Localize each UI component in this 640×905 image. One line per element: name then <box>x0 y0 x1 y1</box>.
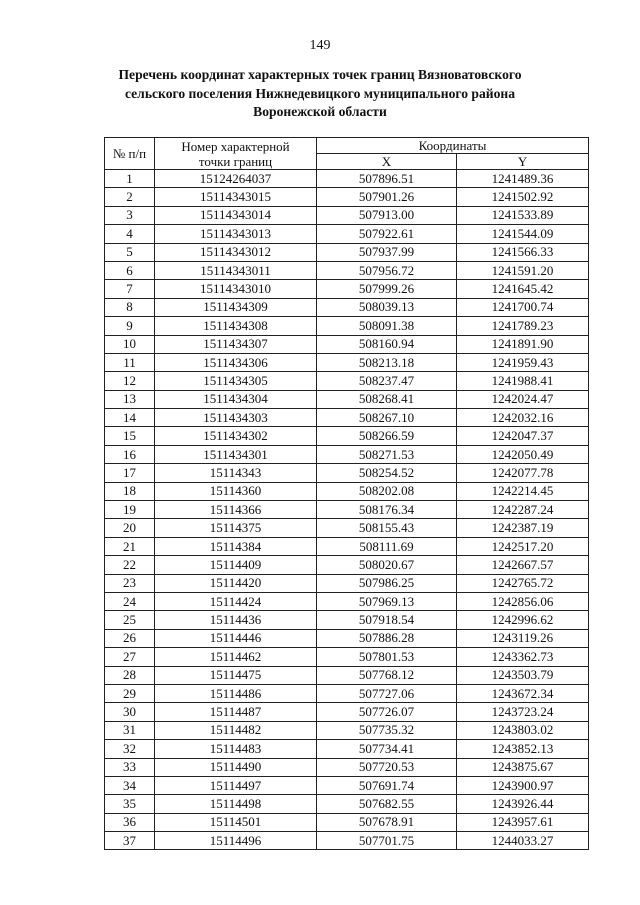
cell-x: 507701.75 <box>317 832 457 850</box>
cell-x: 507727.06 <box>317 684 457 702</box>
cell-y: 1241489.36 <box>457 170 589 188</box>
cell-point-id: 15114490 <box>155 758 317 776</box>
cell-y: 1242032.16 <box>457 409 589 427</box>
cell-x: 507726.07 <box>317 703 457 721</box>
cell-point-id: 1511434302 <box>155 427 317 445</box>
cell-point-id: 1511434301 <box>155 445 317 463</box>
cell-y: 1243503.79 <box>457 666 589 684</box>
cell-number: 15 <box>105 427 155 445</box>
cell-point-id: 15114501 <box>155 813 317 831</box>
table-row <box>105 243 589 261</box>
cell-x: 507691.74 <box>317 776 457 794</box>
cell-point-id: 15114487 <box>155 703 317 721</box>
cell-number: 28 <box>105 666 155 684</box>
cell-point-id: 15114343 <box>155 464 317 482</box>
table-row <box>105 795 589 813</box>
cell-y: 1243875.67 <box>457 758 589 776</box>
table-row <box>105 648 589 666</box>
cell-number: 22 <box>105 556 155 574</box>
cell-point-id: 15114486 <box>155 684 317 702</box>
table-header <box>105 138 589 170</box>
header-coordinates: Координаты <box>317 138 589 154</box>
cell-y: 1243723.24 <box>457 703 589 721</box>
cell-x: 507986.25 <box>317 574 457 592</box>
cell-number: 1 <box>105 170 155 188</box>
cell-x: 508271.53 <box>317 445 457 463</box>
header-point-line-1: Номер характерной <box>181 138 290 154</box>
table-row <box>105 353 589 371</box>
cell-point-id: 1511434308 <box>155 317 317 335</box>
table-row <box>105 629 589 647</box>
cell-number: 5 <box>105 243 155 261</box>
cell-number: 25 <box>105 611 155 629</box>
cell-point-id: 15114475 <box>155 666 317 684</box>
cell-number: 7 <box>105 280 155 298</box>
cell-y: 1243119.26 <box>457 629 589 647</box>
cell-y: 1241502.92 <box>457 188 589 206</box>
table-row <box>105 280 589 298</box>
table-row <box>105 519 589 537</box>
cell-y: 1242047.37 <box>457 427 589 445</box>
table-row <box>105 188 589 206</box>
header-y: Y <box>457 154 589 170</box>
cell-number: 17 <box>105 464 155 482</box>
cell-number: 12 <box>105 372 155 390</box>
cell-x: 507918.54 <box>317 611 457 629</box>
cell-y: 1242077.78 <box>457 464 589 482</box>
table-row <box>105 482 589 500</box>
table-row <box>105 574 589 592</box>
title-line-2: сельского поселения Нижнедевицкого муниципального района <box>124 85 516 101</box>
cell-y: 1244033.27 <box>457 832 589 850</box>
cell-point-id: 15114483 <box>155 740 317 758</box>
cell-y: 1243362.73 <box>457 648 589 666</box>
table-row <box>105 170 589 188</box>
cell-y: 1242050.49 <box>457 445 589 463</box>
cell-number: 16 <box>105 445 155 463</box>
page-number: 149 <box>309 38 331 53</box>
cell-point-id: 15114446 <box>155 629 317 647</box>
cell-point-id: 15114360 <box>155 482 317 500</box>
table-row <box>105 758 589 776</box>
cell-number: 27 <box>105 648 155 666</box>
cell-x: 508213.18 <box>317 353 457 371</box>
header-number: № п/п <box>105 138 155 170</box>
table-row <box>105 556 589 574</box>
table-row <box>105 703 589 721</box>
cell-point-id: 15114436 <box>155 611 317 629</box>
cell-y: 1243900.97 <box>457 776 589 794</box>
cell-x: 507720.53 <box>317 758 457 776</box>
cell-x: 507682.55 <box>317 795 457 813</box>
table-row <box>105 464 589 482</box>
cell-y: 1243926.44 <box>457 795 589 813</box>
table-row <box>105 721 589 739</box>
cell-x: 507896.51 <box>317 170 457 188</box>
cell-number: 19 <box>105 501 155 519</box>
cell-point-id: 15114375 <box>155 519 317 537</box>
table-row <box>105 335 589 353</box>
table-row <box>105 611 589 629</box>
cell-point-id: 15114424 <box>155 592 317 610</box>
header-point <box>155 138 317 170</box>
cell-y: 1242765.72 <box>457 574 589 592</box>
table-row <box>105 225 589 243</box>
cell-number: 32 <box>105 740 155 758</box>
cell-x: 508268.41 <box>317 390 457 408</box>
cell-point-id: 15114343012 <box>155 243 317 261</box>
table-row <box>105 206 589 224</box>
cell-number: 23 <box>105 574 155 592</box>
cell-y: 1243852.13 <box>457 740 589 758</box>
cell-y: 1242996.62 <box>457 611 589 629</box>
cell-x: 507886.28 <box>317 629 457 647</box>
cell-point-id: 15114462 <box>155 648 317 666</box>
cell-number: 8 <box>105 298 155 316</box>
cell-y: 1242024.47 <box>457 390 589 408</box>
cell-y: 1241544.09 <box>457 225 589 243</box>
cell-y: 1241591.20 <box>457 261 589 279</box>
cell-x: 508202.08 <box>317 482 457 500</box>
cell-y: 1241700.74 <box>457 298 589 316</box>
cell-y: 1242214.45 <box>457 482 589 500</box>
cell-number: 11 <box>105 353 155 371</box>
title-line-1: Перечень координат характерных точек границ Вязноватовского <box>118 67 522 82</box>
cell-number: 2 <box>105 188 155 206</box>
cell-point-id: 15114420 <box>155 574 317 592</box>
cell-point-id: 1511434304 <box>155 390 317 408</box>
cell-x: 507768.12 <box>317 666 457 684</box>
cell-number: 31 <box>105 721 155 739</box>
cell-point-id: 15114343010 <box>155 280 317 298</box>
cell-number: 24 <box>105 592 155 610</box>
cell-point-id: 15114409 <box>155 556 317 574</box>
table-row <box>105 592 589 610</box>
cell-x: 508160.94 <box>317 335 457 353</box>
cell-number: 30 <box>105 703 155 721</box>
header-row-1 <box>105 138 589 154</box>
cell-number: 9 <box>105 317 155 335</box>
cell-x: 508020.67 <box>317 556 457 574</box>
cell-x: 507956.72 <box>317 261 457 279</box>
cell-point-id: 15114496 <box>155 832 317 850</box>
table-row <box>105 684 589 702</box>
cell-point-id: 15114343011 <box>155 261 317 279</box>
cell-x: 507913.00 <box>317 206 457 224</box>
table-row <box>105 740 589 758</box>
cell-number: 4 <box>105 225 155 243</box>
cell-x: 507969.13 <box>317 592 457 610</box>
cell-x: 508111.69 <box>317 537 457 555</box>
cell-number: 35 <box>105 795 155 813</box>
table-row <box>105 372 589 390</box>
cell-point-id: 1511434305 <box>155 372 317 390</box>
cell-y: 1242517.20 <box>457 537 589 555</box>
table-row <box>105 445 589 463</box>
cell-x: 507678.91 <box>317 813 457 831</box>
cell-y: 1241988.41 <box>457 372 589 390</box>
cell-y: 1242387.19 <box>457 519 589 537</box>
cell-number: 34 <box>105 776 155 794</box>
header-point-line-2: точки границ <box>198 153 273 169</box>
cell-x: 508039.13 <box>317 298 457 316</box>
cell-point-id: 15114384 <box>155 537 317 555</box>
cell-y: 1242667.57 <box>457 556 589 574</box>
cell-number: 37 <box>105 832 155 850</box>
cell-y: 1241566.33 <box>457 243 589 261</box>
cell-number: 13 <box>105 390 155 408</box>
cell-point-id: 15114497 <box>155 776 317 794</box>
cell-number: 21 <box>105 537 155 555</box>
cell-y: 1243803.02 <box>457 721 589 739</box>
cell-number: 20 <box>105 519 155 537</box>
cell-point-id: 15114482 <box>155 721 317 739</box>
cell-point-id: 1511434306 <box>155 353 317 371</box>
cell-point-id: 15114343014 <box>155 206 317 224</box>
cell-number: 10 <box>105 335 155 353</box>
table-row <box>105 537 589 555</box>
cell-y: 1242856.06 <box>457 592 589 610</box>
cell-number: 6 <box>105 261 155 279</box>
cell-y: 1241959.43 <box>457 353 589 371</box>
cell-x: 507735.32 <box>317 721 457 739</box>
cell-x: 508091.38 <box>317 317 457 335</box>
title-line-3: Воронежской области <box>253 104 387 119</box>
cell-y: 1241789.23 <box>457 317 589 335</box>
cell-x: 508267.10 <box>317 409 457 427</box>
cell-x: 507901.26 <box>317 188 457 206</box>
table-row <box>105 832 589 850</box>
cell-point-id: 1511434309 <box>155 298 317 316</box>
table-row <box>105 390 589 408</box>
cell-x: 507922.61 <box>317 225 457 243</box>
table-row <box>105 298 589 316</box>
cell-y: 1242287.24 <box>457 501 589 519</box>
cell-point-id: 15114498 <box>155 795 317 813</box>
cell-x: 508254.52 <box>317 464 457 482</box>
cell-point-id: 1511434303 <box>155 409 317 427</box>
table-row <box>105 813 589 831</box>
document-title <box>80 66 560 122</box>
cell-y: 1241645.42 <box>457 280 589 298</box>
cell-point-id: 15114343015 <box>155 188 317 206</box>
cell-x: 507734.41 <box>317 740 457 758</box>
cell-number: 36 <box>105 813 155 831</box>
cell-y: 1243672.34 <box>457 684 589 702</box>
coordinates-table <box>104 137 589 850</box>
cell-point-id: 15114366 <box>155 501 317 519</box>
cell-x: 507801.53 <box>317 648 457 666</box>
header-x: X <box>317 154 457 170</box>
cell-number: 3 <box>105 206 155 224</box>
table-row <box>105 261 589 279</box>
cell-x: 508176.34 <box>317 501 457 519</box>
cell-number: 18 <box>105 482 155 500</box>
cell-number: 14 <box>105 409 155 427</box>
table-row <box>105 427 589 445</box>
cell-x: 507937.99 <box>317 243 457 261</box>
table-row <box>105 666 589 684</box>
cell-point-id: 15114343013 <box>155 225 317 243</box>
cell-number: 26 <box>105 629 155 647</box>
table-row <box>105 317 589 335</box>
cell-y: 1243957.61 <box>457 813 589 831</box>
cell-x: 507999.26 <box>317 280 457 298</box>
table-row <box>105 501 589 519</box>
cell-y: 1241533.89 <box>457 206 589 224</box>
table-row <box>105 409 589 427</box>
cell-number: 33 <box>105 758 155 776</box>
table-body <box>105 170 589 850</box>
cell-point-id: 1511434307 <box>155 335 317 353</box>
cell-y: 1241891.90 <box>457 335 589 353</box>
cell-number: 29 <box>105 684 155 702</box>
cell-point-id: 15124264037 <box>155 170 317 188</box>
cell-x: 508155.43 <box>317 519 457 537</box>
cell-x: 508266.59 <box>317 427 457 445</box>
table-row <box>105 776 589 794</box>
cell-x: 508237.47 <box>317 372 457 390</box>
